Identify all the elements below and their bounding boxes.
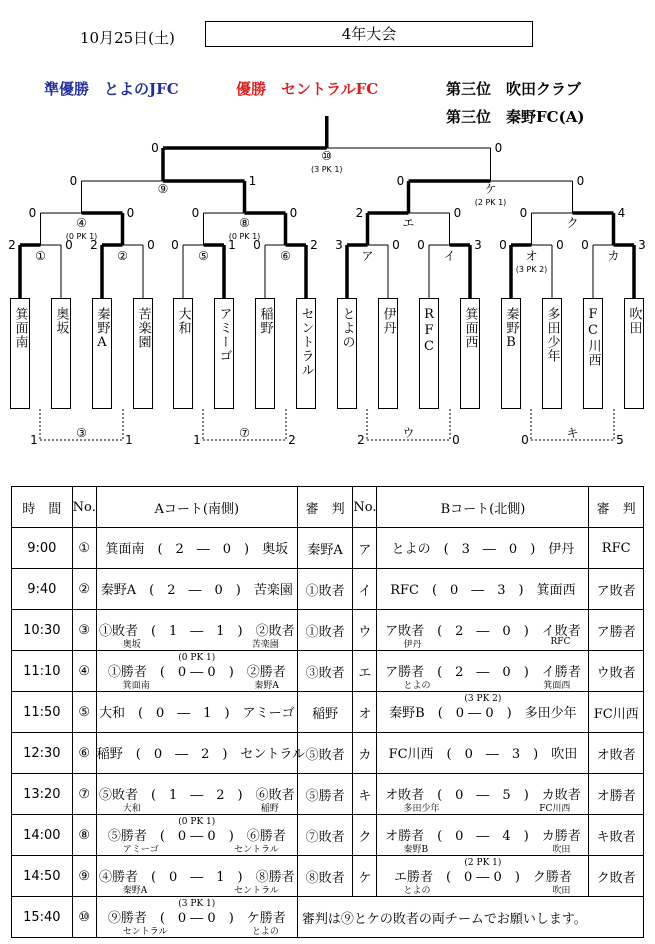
score: 0 [253, 238, 261, 252]
team-box: とよの [337, 298, 357, 409]
match-text: 大和 ( 0 ― 1 ) アミーゴ [98, 706, 295, 721]
match-label: ⑧ [239, 216, 250, 230]
score: 1 [193, 433, 201, 447]
score: 4 [617, 206, 626, 220]
match-number: ② [72, 569, 96, 610]
match-label: カ [607, 249, 620, 263]
score: 0 [126, 206, 135, 220]
match-number: ④ [72, 651, 96, 692]
match-label: ④ [76, 216, 87, 230]
match-number: ⑩ [72, 897, 96, 938]
score: 1 [228, 238, 236, 252]
match-number: ア [353, 528, 377, 569]
winner-label: 優勝 [236, 80, 267, 98]
schedule-header-row [12, 487, 644, 528]
match-text: ⑤敗者 ( 1 ― 2 ) ⑥敗者 [98, 788, 295, 803]
score: 0 [453, 206, 462, 220]
match-text: 秦野B ( 0 ― 0 ) 多田少年 [389, 706, 577, 721]
team-subname: 秦野B [403, 845, 429, 855]
match-text: 稲野 ( 0 ― 2 ) セントラル [96, 747, 306, 762]
score: 0 [151, 141, 159, 155]
referee: ウ敗者 [589, 651, 644, 692]
team-box: 箕面西 [460, 298, 480, 409]
score: 0 [171, 238, 179, 252]
third-label-2: 第三位 [446, 108, 492, 126]
schedule-row [12, 692, 644, 733]
referee: ①敗者 [297, 569, 353, 610]
score: 2 [355, 206, 364, 220]
team-subname: セントラル [234, 845, 279, 855]
header-court-b: Bコート(北側) [377, 487, 589, 528]
pk-score: (3 PK 2) [464, 694, 502, 704]
match-cell [377, 528, 589, 569]
team-subname: RFC [550, 637, 571, 647]
match-text: ア敗者 ( 2 ― 0 ) イ敗者 [385, 624, 581, 639]
score: 0 [556, 238, 564, 252]
pk-score: (0 PK 1) [178, 653, 216, 663]
score: 3 [638, 238, 646, 252]
score: 0 [147, 238, 155, 252]
score: 3 [335, 238, 343, 252]
match-cell [96, 692, 297, 733]
match-time: 11:50 [12, 692, 73, 733]
third-team-2: 秦野FC(A) [506, 108, 585, 126]
match-time: 14:00 [12, 815, 73, 856]
pk-score: (2 PK 1) [474, 198, 507, 207]
match-number: オ [353, 692, 377, 733]
team-box: 箕面南 [10, 298, 30, 409]
tournament-title: 4年大会 [205, 21, 533, 47]
referee: ⑧敗者 [297, 856, 353, 897]
match-time: 15:40 [12, 897, 73, 938]
match-time: 9:00 [12, 528, 73, 569]
match-cell [377, 692, 589, 733]
match-label: キ [566, 426, 579, 440]
team-box: 稲野 [255, 298, 275, 409]
schedule-row [12, 856, 644, 897]
match-time: 14:50 [12, 856, 73, 897]
score: 2 [288, 433, 296, 447]
match-number: キ [353, 774, 377, 815]
score: 3 [474, 238, 482, 252]
pk-score: (3 PK 1) [310, 165, 343, 174]
score: 2 [90, 238, 98, 252]
referee: ⑤勝者 [297, 774, 353, 815]
score: 0 [69, 174, 78, 188]
pk-score: (3 PK 1) [178, 899, 216, 909]
team-box: 吹田 [624, 298, 644, 409]
match-cell [96, 774, 297, 815]
runner-up-label: 準優勝 [44, 80, 90, 98]
match-number: ⑦ [72, 774, 96, 815]
score: 2 [357, 433, 365, 447]
referee: ア敗者 [589, 569, 644, 610]
match-cell [377, 856, 589, 897]
match-label: ウ [402, 426, 415, 440]
match-cell [377, 815, 589, 856]
match-label: ク [566, 216, 579, 230]
match-number: ウ [353, 610, 377, 651]
team-subname: 箕面西 [543, 681, 571, 691]
match-cell [377, 651, 589, 692]
score: 0 [521, 433, 529, 447]
schedule-row [12, 733, 644, 774]
team-box: 伊丹 [378, 298, 398, 409]
pk-score: (0 PK 1) [65, 232, 98, 241]
team-box: FC川西 [583, 298, 603, 409]
match-label: ケ [484, 182, 497, 196]
header-ref-a: 審 判 [297, 487, 353, 528]
score: 2 [8, 238, 16, 252]
header-ref-b: 審 判 [589, 487, 644, 528]
referee: FC川西 [589, 692, 644, 733]
team-box: 多田少年 [542, 298, 562, 409]
score: 1 [248, 174, 257, 188]
third-label-1: 第三位 [446, 80, 492, 98]
team-subname: 稲野 [260, 804, 279, 814]
match-label: ⑨ [157, 182, 169, 196]
referee: ⑤敗者 [297, 733, 353, 774]
match-number: ク [353, 815, 377, 856]
team-subname: FC川西 [539, 804, 571, 814]
referee: キ敗者 [589, 815, 644, 856]
score: 0 [494, 141, 503, 155]
team-subname: 伊丹 [403, 640, 422, 650]
score: 0 [581, 238, 589, 252]
match-time: 12:30 [12, 733, 73, 774]
team-subname: 吹田 [552, 845, 571, 855]
team-box: RFC [419, 298, 439, 409]
pk-score: (0 PK 1) [178, 817, 216, 827]
team-box: 秦野B [501, 298, 521, 409]
schedule-table [11, 486, 644, 938]
score: 0 [499, 238, 507, 252]
match-time: 10:30 [12, 610, 73, 651]
match-label: ⑤ [198, 249, 209, 263]
score: 0 [392, 238, 400, 252]
referee: ア勝者 [589, 610, 644, 651]
match-label: エ [402, 216, 415, 230]
match-label: ② [117, 249, 128, 263]
team-subname: 箕面南 [122, 681, 150, 691]
match-label: ⑦ [239, 426, 250, 440]
referee-note: 審判は⑨とケの敗者の両チームでお願いします。 [297, 897, 643, 938]
referee: ③敗者 [297, 651, 353, 692]
match-cell [96, 856, 297, 897]
score: 1 [30, 433, 38, 447]
schedule-row [12, 774, 644, 815]
match-cell [96, 733, 306, 774]
team-subname: とよの [403, 681, 431, 691]
match-text: FC川西 ( 0 ― 3 ) 吹田 [388, 747, 578, 762]
match-number: ① [72, 528, 96, 569]
team-box: 大和 [173, 298, 193, 409]
referee: 稲野 [297, 692, 353, 733]
score: 2 [310, 238, 318, 252]
match-number: ケ [353, 856, 377, 897]
winner-team: セントラルFC [281, 80, 379, 98]
schedule-row [12, 610, 644, 651]
team-subname: 苦楽園 [251, 640, 279, 650]
team-subname: セントラル [122, 927, 168, 937]
score: 0 [519, 206, 528, 220]
match-number: ⑤ [72, 692, 96, 733]
match-cell [96, 651, 297, 692]
team-box: アミーゴ [214, 298, 234, 409]
team-subname: 吹田 [552, 886, 571, 896]
match-text: とよの ( 3 ― 0 ) 伊丹 [391, 542, 575, 557]
team-subname: セントラル [234, 886, 279, 896]
match-text: ④勝者 ( 0 ― 1 ) ⑧勝者 [98, 870, 295, 885]
score: 0 [396, 174, 405, 188]
match-text: ⑤勝者 ( 0 ― 0 ) ⑥勝者 [107, 829, 286, 844]
referee: オ勝者 [589, 774, 644, 815]
match-number: ⑨ [72, 856, 96, 897]
score: 0 [417, 238, 425, 252]
score: 0 [289, 206, 298, 220]
match-label: ⑩ [321, 149, 333, 163]
score: 5 [616, 433, 624, 447]
match-cell [96, 815, 297, 856]
runner-up-team: とよのJFC [104, 80, 179, 98]
match-number: ⑥ [72, 733, 96, 774]
header-time: 時 間 [12, 487, 73, 528]
referee: ①敗者 [297, 610, 353, 651]
referee: ク敗者 [589, 856, 644, 897]
team-subname: とよの [403, 886, 431, 896]
match-time: 9:40 [12, 569, 73, 610]
match-label: ア [361, 249, 374, 263]
team-subname: 大和 [122, 804, 141, 814]
match-text: ⑨勝者 ( 0 ― 0 ) ケ勝者 [107, 911, 286, 926]
header-no-a: No. [72, 487, 96, 528]
team-subname: 奥坂 [122, 640, 141, 650]
pk-score: (3 PK 2) [515, 265, 548, 274]
team-subname: とよの [251, 927, 279, 937]
match-text: オ敗者 ( 0 ― 5 ) カ敗者 [385, 788, 581, 803]
referee: ⑦敗者 [297, 815, 353, 856]
referee: RFC [589, 528, 644, 569]
header-no-b: No. [353, 487, 377, 528]
match-label: ① [35, 249, 46, 263]
team-box: 奥坂 [51, 298, 71, 409]
match-cell [377, 774, 589, 815]
pk-score: (2 PK 1) [464, 858, 502, 868]
schedule-row [12, 815, 644, 856]
match-text: ア勝者 ( 2 ― 0 ) イ勝者 [385, 665, 581, 680]
team-box: セントラル [296, 298, 316, 409]
match-text: RFC ( 0 ― 3 ) 箕面西 [390, 583, 576, 598]
match-cell [377, 569, 589, 610]
team-box: 苦楽園 [133, 298, 153, 409]
score: 0 [576, 174, 585, 188]
score: 0 [452, 433, 460, 447]
tournament-date: 10月25日(土) [80, 29, 175, 47]
schedule-row [12, 569, 644, 610]
match-cell [96, 569, 297, 610]
referee: オ敗者 [589, 733, 644, 774]
match-label: オ [525, 249, 538, 263]
match-time: 13:20 [12, 774, 73, 815]
match-number: イ [353, 569, 377, 610]
match-cell [377, 610, 589, 651]
schedule-row [12, 651, 644, 692]
match-cell [96, 528, 297, 569]
schedule-row [12, 528, 644, 569]
match-label: ⑥ [280, 249, 291, 263]
match-number: カ [353, 733, 377, 774]
match-text: 秦野A ( 2 ― 0 ) 苦楽園 [100, 583, 293, 598]
team-subname: 秦野A [254, 681, 279, 691]
schedule-row [12, 897, 644, 938]
match-text: 箕面南 ( 2 ― 0 ) 奥坂 [105, 542, 289, 557]
match-time: 11:10 [12, 651, 73, 692]
match-cell [377, 733, 589, 774]
match-label: ③ [76, 426, 87, 440]
header-court-a: Aコート(南側) [96, 487, 297, 528]
match-cell [96, 897, 297, 938]
match-text: ①勝者 ( 0 ― 0 ) ②勝者 [107, 665, 286, 680]
team-subname: アミーゴ [122, 845, 159, 855]
pk-score: (0 PK 1) [228, 232, 261, 241]
referee: 秦野A [297, 528, 353, 569]
team-box: 秦野A [92, 298, 112, 409]
score: 0 [65, 238, 73, 252]
score: 1 [125, 433, 133, 447]
score: 0 [191, 206, 200, 220]
match-number: ③ [72, 610, 96, 651]
match-number: エ [353, 651, 377, 692]
third-team-1: 吹田クラブ [506, 80, 582, 98]
team-subname: 多田少年 [403, 804, 440, 814]
match-text: オ勝者 ( 0 ― 4 ) カ勝者 [385, 829, 581, 844]
match-cell [96, 610, 297, 651]
match-number: ⑧ [72, 815, 96, 856]
match-text: エ勝者 ( 0 ― 0 ) ク勝者 [393, 870, 572, 885]
score: 0 [28, 206, 37, 220]
match-label: イ [443, 249, 456, 263]
match-text: ①敗者 ( 1 ― 1 ) ②敗者 [98, 624, 295, 639]
team-subname: 秦野A [122, 886, 148, 896]
